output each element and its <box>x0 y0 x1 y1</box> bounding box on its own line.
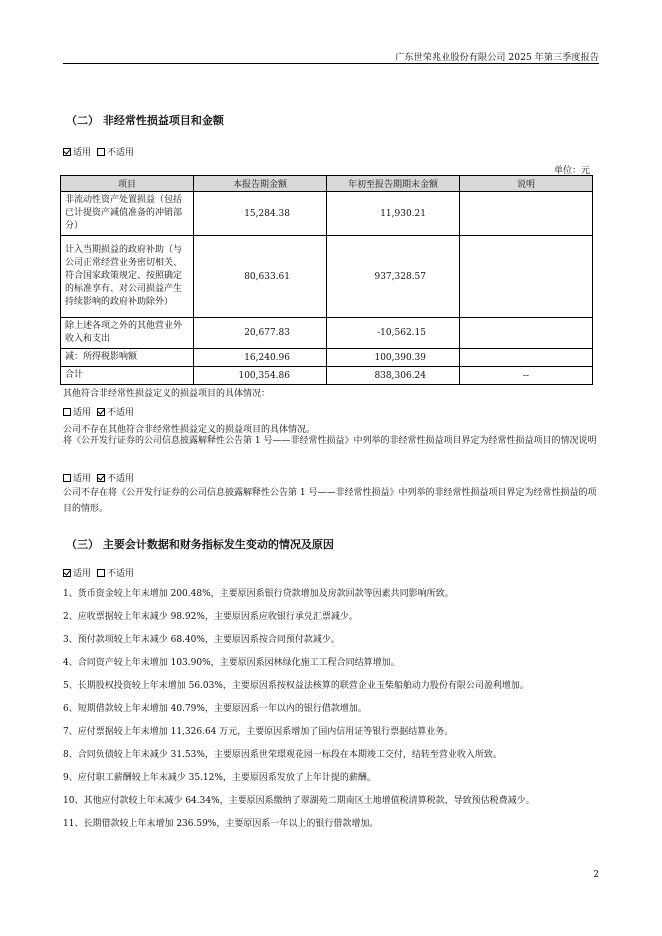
unchecked-box-icon <box>63 408 71 416</box>
header-rule <box>63 63 599 64</box>
table-header-cell: 本报告期金额 <box>194 176 327 192</box>
table-cell-ytd: 11,930.21 <box>327 192 460 236</box>
checked-box-icon <box>63 148 71 156</box>
checked-box-icon <box>97 474 105 482</box>
unchecked-box-icon <box>63 474 71 482</box>
section-3-applicable-row <box>63 566 134 579</box>
list-item: 3、预付款项较上年末减少 68.40%，主要原因系按合同预付款减少。 <box>63 635 340 645</box>
table-cell-note <box>460 349 593 367</box>
table-cell-item: 除上述各项之外的其他营业外收入和支出 <box>61 318 194 349</box>
table-row <box>61 236 593 318</box>
table-cell-note <box>460 236 593 318</box>
checked-box-icon <box>63 569 71 577</box>
table-cell-ytd: 838,306.24 <box>327 367 460 385</box>
section-3-title: （三） 主要会计数据和财务指标发生变动的情况及原因 <box>66 538 334 551</box>
other-items-text: 公司不存在其他符合非经常性损益定义的损益项目的具体情况。 <box>63 425 316 435</box>
other-items-intro: 其他符合非经常性损益定义的损益项目的具体情况： <box>63 389 271 399</box>
reclass-applicable-row <box>63 471 134 484</box>
applicable-label: 适用 <box>73 148 92 158</box>
list-item: 10、其他应付款较上年末减少 64.34%，主要原因系缴纳了翠湖苑二期南区土地增值税清算税款，导致预估税费减少。 <box>63 796 535 806</box>
list-item: 7、应付票据较上年末增加 11,326.64 万元，主要原因系增加了国内信用证等银行票据结算业务。 <box>63 727 454 737</box>
list-item: 2、应收票据较上年末减少 98.92%，主要原因系应收银行承兑汇票减少。 <box>63 612 358 622</box>
unchecked-box-icon <box>97 569 105 577</box>
table-row-total <box>61 367 593 385</box>
table-cell-current: 100,354.86 <box>194 367 327 385</box>
unchecked-box-icon <box>97 148 105 156</box>
table-header-cell: 说明 <box>460 176 593 192</box>
table-row <box>61 349 593 367</box>
table-cell-current: 20,677.83 <box>194 318 327 349</box>
table-cell-ytd: -10,562.15 <box>327 318 460 349</box>
table-cell-note <box>460 318 593 349</box>
table-cell-note: -- <box>460 367 593 385</box>
list-item: 1、货币资金较上年末增加 200.48%，主要原因系银行贷款增加及房款回款等因素共同影响所致。 <box>63 589 454 599</box>
list-item: 4、合同资产较上年末增加 103.90%，主要原因系园林绿化施工工程合同结算增加。 <box>63 658 400 668</box>
table-row <box>61 192 593 236</box>
list-item: 6、短期借款较上年末增加 40.79%，主要原因系一年以内的银行借款增加。 <box>63 704 367 714</box>
table-header-row <box>61 176 593 192</box>
table-cell-current: 16,240.96 <box>194 349 327 367</box>
report-header-title: 广东世荣兆业股份有限公司 2025 年第三季度报告 <box>395 52 599 63</box>
table-cell-item: 减：所得税影响额 <box>61 349 194 367</box>
not-applicable-label: 不适用 <box>107 569 135 579</box>
table-cell-item: 非流动性资产处置损益（包括已计提资产减值准备的冲销部分） <box>61 192 194 236</box>
table-row <box>61 318 593 349</box>
not-applicable-label: 不适用 <box>107 408 135 418</box>
unit-label: 单位：元 <box>553 166 590 176</box>
applicable-label: 适用 <box>73 474 92 484</box>
not-applicable-label: 不适用 <box>107 474 135 484</box>
table-cell-current: 15,284.38 <box>194 192 327 236</box>
table-cell-item: 计入当期损益的政府补助（与公司正常经营业务密切相关、符合国家政策规定、按照确定的标准享有、对公司损益产生持续影响的政府补助除外） <box>61 236 194 318</box>
page-number: 2 <box>593 870 599 880</box>
list-item: 9、应付职工薪酬较上年末减少 35.12%，主要原因系发放了上年计提的薪酬。 <box>63 773 376 783</box>
list-item: 11、长期借款较上年末增加 236.59%，主要原因系一年以上的银行借款增加。 <box>63 819 379 829</box>
section-2-applicable-row <box>63 145 134 158</box>
section-2-title: （二） 非经常性损益项目和金额 <box>66 114 224 127</box>
table-cell-note <box>460 192 593 236</box>
applicable-label: 适用 <box>73 408 92 418</box>
list-item: 8、合同负债较上年末减少 31.53%，主要原因系世荣璟观花园一标段在本期竣工交付，结转至营业收入所致。 <box>63 750 502 760</box>
non-recurring-items-table <box>60 175 593 385</box>
checked-box-icon <box>97 408 105 416</box>
reclass-intro: 将《公开发行证券的公司信息披露解释性公告第 1 号——非经常性损益》中列举的非经常性损益项目界定为经常性损益项目的情况说明 <box>63 436 597 446</box>
not-applicable-label: 不适用 <box>107 148 135 158</box>
table-cell-ytd: 937,328.57 <box>327 236 460 318</box>
table-cell-item: 合计 <box>61 367 194 385</box>
table-header-cell: 项目 <box>61 176 194 192</box>
other-items-applicable-row <box>63 405 134 418</box>
table-cell-ytd: 100,390.39 <box>327 349 460 367</box>
reclass-text: 公司不存在将《公开发行证券的公司信息披露解释性公告第 1 号——非经常性损益》中列举的非经常性损益项目界定为经常性损益的项目的情形。 <box>63 488 597 514</box>
table-header-cell: 年初至报告期期末金额 <box>327 176 460 192</box>
applicable-label: 适用 <box>73 569 92 579</box>
list-item: 5、长期股权投资较上年末增加 56.03%，主要原因系按权益法核算的联营企业玉柴船舶动力股份有限公司盈利增加。 <box>63 681 529 691</box>
table-cell-current: 80,633.61 <box>194 236 327 318</box>
